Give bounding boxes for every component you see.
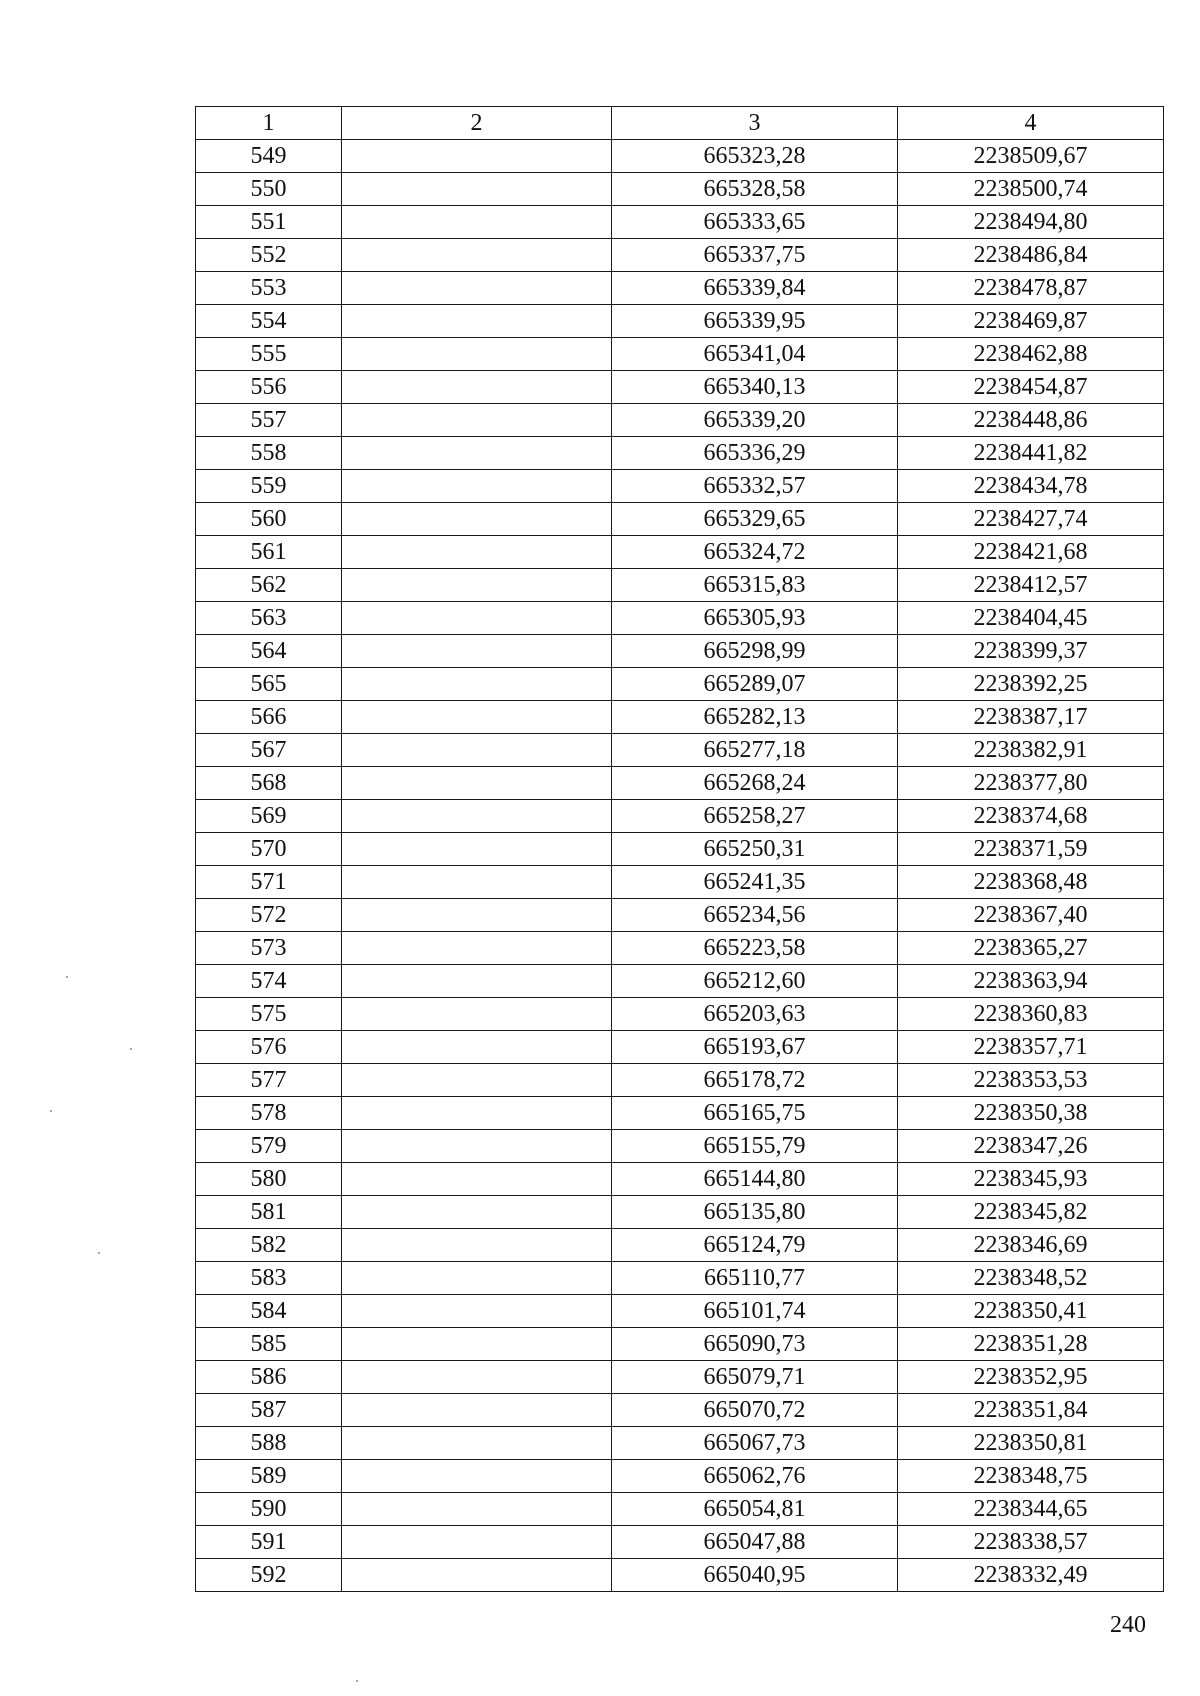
table-row: [196, 1262, 1164, 1295]
table-row: [196, 833, 1164, 866]
cell-coordinate-x: 665193,67: [612, 1031, 898, 1064]
cell-coordinate-y: 2238353,53: [898, 1064, 1164, 1097]
table-row: [196, 305, 1164, 338]
table-row: [196, 1526, 1164, 1559]
cell-coordinate-x: 665070,72: [612, 1394, 898, 1427]
cell-point-name: [342, 272, 612, 305]
cell-point-number: 583: [196, 1262, 342, 1295]
cell-point-name: [342, 140, 612, 173]
cell-point-name: [342, 998, 612, 1031]
cell-point-name: [342, 338, 612, 371]
cell-point-number: 556: [196, 371, 342, 404]
table-row: [196, 1493, 1164, 1526]
cell-coordinate-y: 2238351,84: [898, 1394, 1164, 1427]
cell-point-name: [342, 602, 612, 635]
cell-coordinate-x: 665212,60: [612, 965, 898, 998]
cell-coordinate-y: 2238377,80: [898, 767, 1164, 800]
cell-point-number: 549: [196, 140, 342, 173]
cell-coordinate-y: 2238412,57: [898, 569, 1164, 602]
cell-point-name: [342, 866, 612, 899]
cell-point-number: 587: [196, 1394, 342, 1427]
cell-point-name: [342, 1559, 612, 1592]
cell-coordinate-x: 665047,88: [612, 1526, 898, 1559]
cell-coordinate-x: 665203,63: [612, 998, 898, 1031]
scan-speck: [98, 1252, 100, 1254]
cell-point-name: [342, 1196, 612, 1229]
page-number: 240: [1110, 1612, 1146, 1638]
cell-point-number: 568: [196, 767, 342, 800]
cell-coordinate-y: 2238367,40: [898, 899, 1164, 932]
scan-speck: [66, 976, 68, 978]
cell-coordinate-x: 665165,75: [612, 1097, 898, 1130]
cell-coordinate-x: 665323,28: [612, 140, 898, 173]
cell-point-number: 563: [196, 602, 342, 635]
cell-coordinate-x: 665337,75: [612, 239, 898, 272]
table-row: [196, 470, 1164, 503]
cell-coordinate-y: 2238462,88: [898, 338, 1164, 371]
table-row: [196, 173, 1164, 206]
cell-point-name: [342, 404, 612, 437]
cell-point-name: [342, 1163, 612, 1196]
cell-point-number: 565: [196, 668, 342, 701]
cell-point-number: 589: [196, 1460, 342, 1493]
cell-point-number: 559: [196, 470, 342, 503]
cell-coordinate-y: 2238365,27: [898, 932, 1164, 965]
cell-coordinate-y: 2238345,93: [898, 1163, 1164, 1196]
cell-point-name: [342, 965, 612, 998]
table-row: [196, 569, 1164, 602]
cell-coordinate-x: 665328,58: [612, 173, 898, 206]
scan-speck: [356, 1680, 358, 1682]
cell-point-name: [342, 800, 612, 833]
table-row: [196, 1163, 1164, 1196]
table-row: [196, 800, 1164, 833]
table-row: [196, 1295, 1164, 1328]
table-row: [196, 404, 1164, 437]
cell-coordinate-x: 665333,65: [612, 206, 898, 239]
cell-coordinate-x: 665144,80: [612, 1163, 898, 1196]
cell-point-name: [342, 173, 612, 206]
cell-point-name: [342, 1526, 612, 1559]
cell-coordinate-y: 2238368,48: [898, 866, 1164, 899]
cell-coordinate-x: 665234,56: [612, 899, 898, 932]
cell-coordinate-x: 665277,18: [612, 734, 898, 767]
coordinates-table-body: [196, 107, 1164, 1592]
cell-point-name: [342, 437, 612, 470]
cell-coordinate-x: 665289,07: [612, 668, 898, 701]
table-row: [196, 1394, 1164, 1427]
cell-coordinate-y: 2238350,81: [898, 1427, 1164, 1460]
cell-point-number: 585: [196, 1328, 342, 1361]
table-row: [196, 239, 1164, 272]
cell-coordinate-x: 665339,20: [612, 404, 898, 437]
cell-point-number: 571: [196, 866, 342, 899]
table-row: [196, 371, 1164, 404]
cell-point-number: 584: [196, 1295, 342, 1328]
cell-point-name: [342, 668, 612, 701]
cell-coordinate-y: 2238454,87: [898, 371, 1164, 404]
cell-point-number: 554: [196, 305, 342, 338]
table-row: [196, 1460, 1164, 1493]
table-row: [196, 1361, 1164, 1394]
table-row: [196, 536, 1164, 569]
cell-point-name: [342, 1460, 612, 1493]
cell-coordinate-y: 2238338,57: [898, 1526, 1164, 1559]
cell-point-name: [342, 932, 612, 965]
cell-coordinate-x: 665332,57: [612, 470, 898, 503]
cell-coordinate-x: 665329,65: [612, 503, 898, 536]
cell-coordinate-x: 665340,13: [612, 371, 898, 404]
cell-coordinate-x: 665341,04: [612, 338, 898, 371]
cell-coordinate-y: 2238350,41: [898, 1295, 1164, 1328]
cell-coordinate-x: 665241,35: [612, 866, 898, 899]
table-row: [196, 998, 1164, 1031]
cell-coordinate-y: 2238434,78: [898, 470, 1164, 503]
table-row: [196, 866, 1164, 899]
cell-coordinate-y: 2238404,45: [898, 602, 1164, 635]
cell-point-number: 564: [196, 635, 342, 668]
cell-point-name: [342, 470, 612, 503]
cell-coordinate-x: 665054,81: [612, 1493, 898, 1526]
table-row: [196, 1328, 1164, 1361]
cell-point-number: 581: [196, 1196, 342, 1229]
cell-coordinate-y: 2238363,94: [898, 965, 1164, 998]
cell-coordinate-x: 665223,58: [612, 932, 898, 965]
table-row: [196, 899, 1164, 932]
cell-point-name: [342, 239, 612, 272]
cell-coordinate-x: 665298,99: [612, 635, 898, 668]
cell-coordinate-x: 665067,73: [612, 1427, 898, 1460]
cell-point-number: 577: [196, 1064, 342, 1097]
cell-point-name: [342, 734, 612, 767]
cell-coordinate-y: 2238332,49: [898, 1559, 1164, 1592]
table-row: [196, 1130, 1164, 1163]
cell-point-name: [342, 833, 612, 866]
cell-coordinate-y: 2238427,74: [898, 503, 1164, 536]
cell-point-name: [342, 503, 612, 536]
cell-point-number: 555: [196, 338, 342, 371]
table-row: [196, 272, 1164, 305]
cell-point-number: 550: [196, 173, 342, 206]
cell-point-name: [342, 635, 612, 668]
cell-coordinate-y: 2238448,86: [898, 404, 1164, 437]
table-row: [196, 338, 1164, 371]
cell-point-number: 551: [196, 206, 342, 239]
cell-point-number: 591: [196, 1526, 342, 1559]
cell-point-number: 557: [196, 404, 342, 437]
table-row: [196, 437, 1164, 470]
cell-coordinate-y: 2238360,83: [898, 998, 1164, 1031]
table-row: [196, 1097, 1164, 1130]
cell-coordinate-y: 2238486,84: [898, 239, 1164, 272]
cell-coordinate-y: 2238392,25: [898, 668, 1164, 701]
table-row: [196, 701, 1164, 734]
cell-point-name: [342, 1493, 612, 1526]
cell-coordinate-x: 665336,29: [612, 437, 898, 470]
cell-point-number: 553: [196, 272, 342, 305]
cell-coordinate-x: 665062,76: [612, 1460, 898, 1493]
cell-coordinate-y: 2238478,87: [898, 272, 1164, 305]
cell-point-name: [342, 1031, 612, 1064]
cell-coordinate-y: 2238347,26: [898, 1130, 1164, 1163]
table-row: [196, 1427, 1164, 1460]
cell-coordinate-y: 2238441,82: [898, 437, 1164, 470]
cell-point-name: [342, 1394, 612, 1427]
cell-point-name: [342, 1229, 612, 1262]
table-row: [196, 668, 1164, 701]
table-row: [196, 1196, 1164, 1229]
cell-point-number: 566: [196, 701, 342, 734]
cell-point-name: [342, 536, 612, 569]
table-row: [196, 734, 1164, 767]
cell-point-number: 574: [196, 965, 342, 998]
cell-point-name: [342, 701, 612, 734]
cell-coordinate-y: 2238350,38: [898, 1097, 1164, 1130]
cell-coordinate-x: 665339,84: [612, 272, 898, 305]
cell-point-number: 590: [196, 1493, 342, 1526]
cell-point-name: [342, 1361, 612, 1394]
cell-point-number: 560: [196, 503, 342, 536]
cell-point-name: [342, 767, 612, 800]
cell-coordinate-x: 665110,77: [612, 1262, 898, 1295]
table-row: [196, 635, 1164, 668]
table-row: [196, 767, 1164, 800]
scan-speck: [50, 1110, 52, 1112]
cell-coordinate-x: 665155,79: [612, 1130, 898, 1163]
cell-coordinate-x: 665305,93: [612, 602, 898, 635]
cell-point-name: [342, 371, 612, 404]
cell-coordinate-x: 665339,95: [612, 305, 898, 338]
cell-coordinate-y: 2238344,65: [898, 1493, 1164, 1526]
cell-point-name: [342, 1295, 612, 1328]
header-cell-col4: 4: [898, 107, 1164, 140]
cell-coordinate-y: 2238348,52: [898, 1262, 1164, 1295]
cell-point-number: 562: [196, 569, 342, 602]
table-row: [196, 1064, 1164, 1097]
cell-point-number: 592: [196, 1559, 342, 1592]
cell-coordinate-x: 665324,72: [612, 536, 898, 569]
cell-point-name: [342, 206, 612, 239]
cell-point-name: [342, 1262, 612, 1295]
cell-coordinate-y: 2238509,67: [898, 140, 1164, 173]
cell-coordinate-y: 2238371,59: [898, 833, 1164, 866]
cell-point-number: 578: [196, 1097, 342, 1130]
cell-point-number: 558: [196, 437, 342, 470]
cell-coordinate-x: 665250,31: [612, 833, 898, 866]
table-row: [196, 1559, 1164, 1592]
cell-point-name: [342, 1130, 612, 1163]
cell-point-number: 570: [196, 833, 342, 866]
cell-coordinate-x: 665282,13: [612, 701, 898, 734]
cell-coordinate-y: 2238351,28: [898, 1328, 1164, 1361]
cell-point-name: [342, 1328, 612, 1361]
cell-coordinate-x: 665258,27: [612, 800, 898, 833]
cell-coordinate-x: 665101,74: [612, 1295, 898, 1328]
cell-coordinate-y: 2238494,80: [898, 206, 1164, 239]
table-row: [196, 140, 1164, 173]
cell-coordinate-y: 2238387,17: [898, 701, 1164, 734]
cell-coordinate-y: 2238357,71: [898, 1031, 1164, 1064]
cell-coordinate-x: 665135,80: [612, 1196, 898, 1229]
table-row: [196, 1229, 1164, 1262]
cell-coordinate-y: 2238500,74: [898, 173, 1164, 206]
cell-point-number: 569: [196, 800, 342, 833]
cell-coordinate-y: 2238352,95: [898, 1361, 1164, 1394]
cell-coordinate-x: 665090,73: [612, 1328, 898, 1361]
cell-point-number: 579: [196, 1130, 342, 1163]
cell-coordinate-x: 665124,79: [612, 1229, 898, 1262]
cell-coordinate-x: 665079,71: [612, 1361, 898, 1394]
cell-point-number: 588: [196, 1427, 342, 1460]
scan-speck: [130, 1048, 132, 1050]
cell-coordinate-y: 2238346,69: [898, 1229, 1164, 1262]
cell-point-name: [342, 1097, 612, 1130]
cell-point-number: 575: [196, 998, 342, 1031]
table-header-row: [196, 107, 1164, 140]
cell-coordinate-y: 2238421,68: [898, 536, 1164, 569]
cell-point-number: 580: [196, 1163, 342, 1196]
cell-coordinate-y: 2238345,82: [898, 1196, 1164, 1229]
header-cell-col2: 2: [342, 107, 612, 140]
cell-coordinate-y: 2238399,37: [898, 635, 1164, 668]
table-row: [196, 503, 1164, 536]
cell-coordinate-x: 665040,95: [612, 1559, 898, 1592]
cell-point-number: 582: [196, 1229, 342, 1262]
cell-point-name: [342, 1064, 612, 1097]
cell-coordinate-y: 2238374,68: [898, 800, 1164, 833]
cell-coordinate-y: 2238348,75: [898, 1460, 1164, 1493]
cell-coordinate-x: 665178,72: [612, 1064, 898, 1097]
table-row: [196, 206, 1164, 239]
table-row: [196, 932, 1164, 965]
header-cell-col3: 3: [612, 107, 898, 140]
cell-point-name: [342, 1427, 612, 1460]
table-row: [196, 965, 1164, 998]
cell-coordinate-y: 2238382,91: [898, 734, 1164, 767]
cell-point-number: 572: [196, 899, 342, 932]
coordinates-table: [195, 106, 1164, 1592]
cell-point-number: 567: [196, 734, 342, 767]
cell-point-name: [342, 569, 612, 602]
cell-point-name: [342, 305, 612, 338]
table-row: [196, 602, 1164, 635]
cell-point-number: 573: [196, 932, 342, 965]
header-cell-col1: 1: [196, 107, 342, 140]
cell-coordinate-y: 2238469,87: [898, 305, 1164, 338]
cell-point-number: 576: [196, 1031, 342, 1064]
table-row: [196, 1031, 1164, 1064]
cell-point-number: 561: [196, 536, 342, 569]
cell-point-number: 586: [196, 1361, 342, 1394]
cell-coordinate-x: 665268,24: [612, 767, 898, 800]
cell-point-name: [342, 899, 612, 932]
cell-point-number: 552: [196, 239, 342, 272]
cell-coordinate-x: 665315,83: [612, 569, 898, 602]
